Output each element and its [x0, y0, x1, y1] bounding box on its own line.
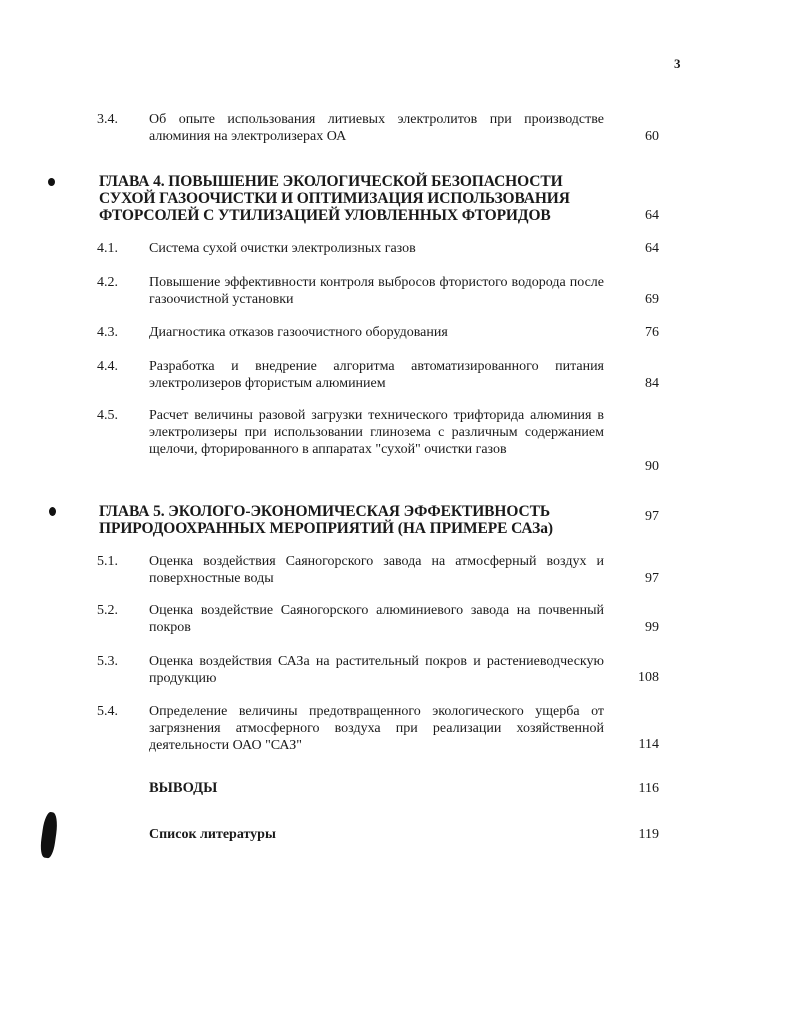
section-number: 4.2.	[97, 275, 118, 290]
page-ref: 119	[638, 827, 659, 842]
toc-entry-4-1[interactable]	[0, 240, 793, 260]
toc-entry-4-5[interactable]	[0, 407, 793, 479]
toc-entry-4-4[interactable]	[0, 358, 793, 398]
section-number: 4.1.	[97, 241, 118, 256]
section-number: 4.5.	[97, 408, 118, 423]
section-number: 5.4.	[97, 704, 118, 719]
page-ref: 108	[638, 670, 659, 685]
toc-entry-4-2[interactable]	[0, 274, 793, 314]
section-title: Разработка и внедрение алгоритма автоматизированного питания электролизеров фтористым алюминием	[149, 359, 604, 391]
page-ref: 90	[645, 459, 659, 474]
section-title: Повышение эффективности контроля выбросов фтористого водорода после газоочистной установки	[149, 275, 604, 307]
section-title: Об опыте использования литиевых электролитов при производстве алюминия на электролизерах ОА	[149, 112, 604, 144]
toc-chapter-4[interactable]	[0, 173, 793, 228]
page-ref: 76	[645, 325, 659, 340]
page-ref: 99	[645, 620, 659, 635]
toc-conclusions[interactable]	[0, 780, 793, 800]
section-title: Оценка воздействие Саяногорского алюминиевого завода на почвенный покров	[149, 603, 604, 635]
page-ref: 114	[638, 737, 659, 752]
references-title: Список литературы	[149, 827, 276, 842]
toc-chapter-5[interactable]	[0, 503, 793, 541]
section-title: Определение величины предотвращенного экологического ущерба от загрязнения атмосферного воздуха при реализации хозяйственной деятельности ОАО "САЗ"	[149, 704, 604, 753]
section-number: 4.4.	[97, 359, 118, 374]
page-number: 3	[674, 56, 681, 71]
page-ref: 64	[645, 208, 659, 223]
section-number: 3.4.	[97, 112, 118, 127]
page-ref: 97	[645, 509, 659, 524]
section-number: 5.3.	[97, 654, 118, 669]
page-ref: 69	[645, 292, 659, 307]
page-ref: 116	[638, 781, 659, 796]
section-number: 5.1.	[97, 554, 118, 569]
section-title: Расчет величины разовой загрузки технического трифторида алюминия в электролизеры при использовании глинозема с различным содержанием щелочи, фторированного в аппаратах "сухой" очистки газов	[149, 408, 604, 457]
toc-entry-5-3[interactable]	[0, 653, 793, 693]
section-title: Система сухой очистки электролизных газов	[149, 241, 416, 256]
toc-references[interactable]	[0, 826, 793, 846]
toc-entry-5-1[interactable]	[0, 553, 793, 593]
toc-entry-5-4[interactable]	[0, 703, 793, 759]
chapter-title: ГЛАВА 4. ПОВЫШЕНИЕ ЭКОЛОГИЧЕСКОЙ БЕЗОПАСНОСТИ СУХОЙ ГАЗООЧИСТКИ И ОПТИМИЗАЦИЯ ИСПОЛЬЗОВАНИЯ ФТОРСОЛЕЙ С УТИЛИЗАЦИЕЙ УЛОВЛЕННЫХ ФТОРИДОВ	[99, 173, 570, 224]
section-title: Диагностика отказов газоочистного оборудования	[149, 325, 448, 340]
section-title: Оценка воздействия Саяногорского завода на атмосферный воздух и поверхностные воды	[149, 554, 604, 586]
chapter-title: ГЛАВА 5. ЭКОЛОГО-ЭКОНОМИЧЕСКАЯ ЭФФЕКТИВНОСТЬ ПРИРОДООХРАННЫХ МЕРОПРИЯТИЙ (НА ПРИМЕРЕ САЗа)	[99, 503, 553, 537]
toc-entry-4-3[interactable]	[0, 324, 793, 344]
page-ref: 60	[645, 129, 659, 144]
section-number: 4.3.	[97, 325, 118, 340]
page-ref: 97	[645, 571, 659, 586]
page-ref: 64	[645, 241, 659, 256]
page-ref: 84	[645, 376, 659, 391]
section-title: Оценка воздействия САЗа на растительный покров и растениеводческую продукцию	[149, 654, 604, 686]
conclusions-title: ВЫВОДЫ	[149, 780, 218, 796]
section-number: 5.2.	[97, 603, 118, 618]
toc-entry-3-4[interactable]	[0, 111, 793, 151]
toc-entry-5-2[interactable]	[0, 602, 793, 642]
